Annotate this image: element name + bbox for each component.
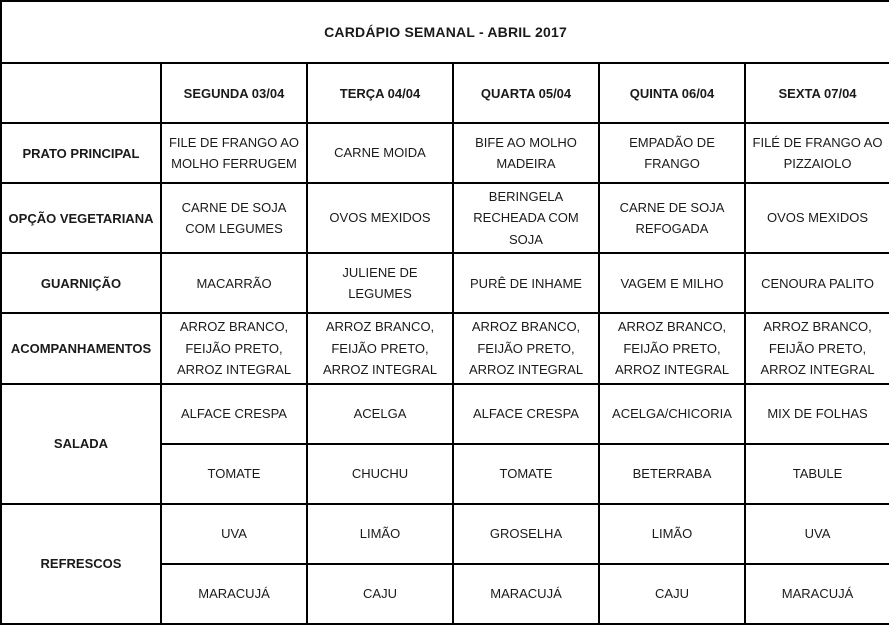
table-cell: UVA xyxy=(161,504,307,564)
table-cell: ARROZ BRANCO, FEIJÃO PRETO, ARROZ INTEGRAL xyxy=(307,313,453,383)
row-label-acompanhamentos: ACOMPANHAMENTOS xyxy=(1,313,161,383)
table-cell: GROSELHA xyxy=(453,504,599,564)
table-cell: VAGEM E MILHO xyxy=(599,253,745,313)
row-label-opcao-vegetariana: OPÇÃO VEGETARIANA xyxy=(1,183,161,253)
row-label-refrescos: REFRESCOS xyxy=(1,504,161,624)
table-cell: EMPADÃO DE FRANGO xyxy=(599,123,745,183)
column-header-thursday: QUINTA 06/04 xyxy=(599,63,745,123)
header-row xyxy=(1,63,889,123)
table-cell: ACELGA xyxy=(307,384,453,444)
table-cell: CENOURA PALITO xyxy=(745,253,889,313)
table-cell: CAJU xyxy=(599,564,745,624)
table-cell: OVOS MEXIDOS xyxy=(307,183,453,253)
table-cell: MARACUJÁ xyxy=(453,564,599,624)
table-cell: ALFACE CRESPA xyxy=(161,384,307,444)
table-row-salada-1 xyxy=(1,384,889,444)
column-header-wednesday: QUARTA 05/04 xyxy=(453,63,599,123)
table-cell: OVOS MEXIDOS xyxy=(745,183,889,253)
table-row-prato-principal xyxy=(1,123,889,183)
table-cell: PURÊ DE INHAME xyxy=(453,253,599,313)
table-cell: LIMÃO xyxy=(599,504,745,564)
table-row-opcao-vegetariana xyxy=(1,183,889,253)
column-header-monday: SEGUNDA 03/04 xyxy=(161,63,307,123)
table-cell: ARROZ BRANCO, FEIJÃO PRETO, ARROZ INTEGRAL xyxy=(599,313,745,383)
table-cell: MARACUJÁ xyxy=(745,564,889,624)
table-cell: MACARRÃO xyxy=(161,253,307,313)
row-label-salada: SALADA xyxy=(1,384,161,504)
table-cell: CARNE MOIDA xyxy=(307,123,453,183)
table-cell: CARNE DE SOJA COM LEGUMES xyxy=(161,183,307,253)
table-cell: LIMÃO xyxy=(307,504,453,564)
column-header-tuesday: TERÇA 04/04 xyxy=(307,63,453,123)
table-cell: MARACUJÁ xyxy=(161,564,307,624)
table-row-guarnicao xyxy=(1,253,889,313)
table-cell: TABULE xyxy=(745,444,889,504)
table-cell: MIX DE FOLHAS xyxy=(745,384,889,444)
row-label-guarnicao: GUARNIÇÃO xyxy=(1,253,161,313)
table-row-refrescos-1 xyxy=(1,504,889,564)
table-cell: ALFACE CRESPA xyxy=(453,384,599,444)
table-cell: ARROZ BRANCO, FEIJÃO PRETO, ARROZ INTEGRAL xyxy=(161,313,307,383)
table-cell: ARROZ BRANCO, FEIJÃO PRETO, ARROZ INTEGRAL xyxy=(745,313,889,383)
table-cell: FILÉ DE FRANGO AO PIZZAIOLO xyxy=(745,123,889,183)
table-cell: FILE DE FRANGO AO MOLHO FERRUGEM xyxy=(161,123,307,183)
table-cell: BETERRABA xyxy=(599,444,745,504)
table-cell: JULIENE DE LEGUMES xyxy=(307,253,453,313)
table-cell: UVA xyxy=(745,504,889,564)
page-title: CARDÁPIO SEMANAL - ABRIL 2017 xyxy=(1,1,889,63)
row-label-prato-principal: PRATO PRINCIPAL xyxy=(1,123,161,183)
table-cell: CARNE DE SOJA REFOGADA xyxy=(599,183,745,253)
table-cell: TOMATE xyxy=(161,444,307,504)
corner-cell xyxy=(1,63,161,123)
table-cell: BIFE AO MOLHO MADEIRA xyxy=(453,123,599,183)
table-cell: ACELGA/CHICORIA xyxy=(599,384,745,444)
table-cell: BERINGELA RECHEADA COM SOJA xyxy=(453,183,599,253)
table-cell: CHUCHU xyxy=(307,444,453,504)
table-row-acompanhamentos xyxy=(1,313,889,383)
table-cell: TOMATE xyxy=(453,444,599,504)
title-row xyxy=(1,1,889,63)
table-cell: ARROZ BRANCO, FEIJÃO PRETO, ARROZ INTEGRAL xyxy=(453,313,599,383)
column-header-friday: SEXTA 07/04 xyxy=(745,63,889,123)
table-cell: CAJU xyxy=(307,564,453,624)
